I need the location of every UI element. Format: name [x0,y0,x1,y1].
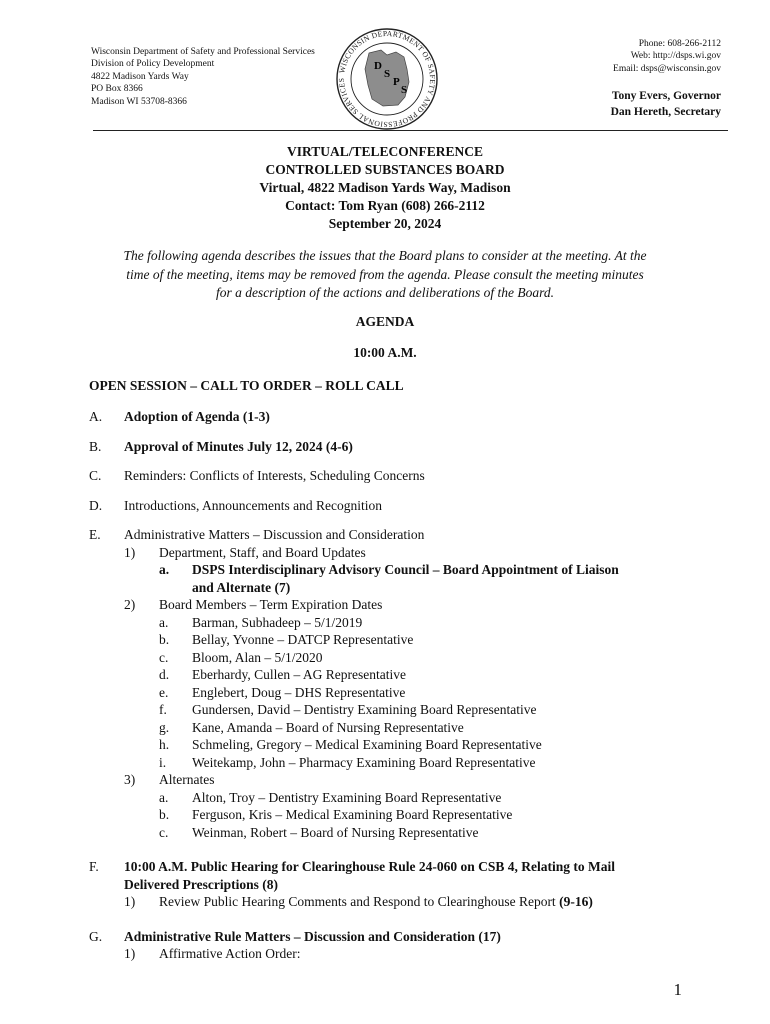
sub-text: Review Public Hearing Comments and Respond to Clearinghouse Report [159,894,560,909]
contact-block [611,38,721,120]
sub-text: and Alternate (7) [192,579,291,595]
alternate-row [124,806,689,824]
board-member-row [124,631,689,649]
dsps-seal-logo [334,27,440,131]
header-divider [93,130,728,131]
item-letter: B. [89,438,102,454]
item-text: Administrative Rule Matters – Discussion and Consideration (17) [124,928,501,944]
board-member: Gundersen, David – Dentistry Examining Board Representative [192,702,537,717]
department-address [91,46,315,108]
seal-letter: P [393,76,400,88]
sub-item [124,596,689,614]
sub-letter: b. [159,632,170,647]
board-member: Weitekamp, John – Pharmacy Examining Board Representative [192,754,536,770]
sub-text: Department, Staff, and Board Updates [159,544,366,560]
sub-item [124,771,689,789]
meeting-time: 10:00 A.M. [353,345,417,360]
sub-letter: e. [159,684,169,700]
board-member-row [124,666,689,684]
sub-number: 1) [124,946,136,961]
agenda-item-c [89,467,689,485]
board-member-row [124,649,689,667]
alternate-member: Weinman, Robert – Board of Nursing Representative [192,824,479,840]
sub-number: 1) [124,544,136,560]
board-member: Englebert, Doug – DHS Representative [192,684,406,700]
sub-item [124,544,689,562]
org-line: Wisconsin Department of Safety and Professional Services [91,47,315,57]
sub-text: Affirmative Action Order: [159,946,301,961]
agenda-list [89,377,689,963]
board-member: Kane, Amanda – Board of Nursing Representative [192,719,464,735]
agenda-item-b [89,438,689,456]
sub-letter: a. [159,614,169,630]
sub-letter: g. [159,719,170,735]
seal-letter: S [401,84,408,96]
item-letter: E. [89,527,101,542]
item-text: 10:00 A.M. Public Hearing for Clearinghouse Rule 24-060 on CSB 4, Relating to Mail [124,859,615,874]
open-session-heading: OPEN SESSION – CALL TO ORDER – ROLL CALL [89,378,404,393]
agenda-item-d [89,497,689,515]
agenda-heading: AGENDA [355,314,415,329]
alternate-member: Ferguson, Kris – Medical Examining Board Representative [192,807,513,822]
sub-text: Alternates [159,772,215,787]
sub-letter: f. [159,702,167,717]
item-text: Administrative Matters – Discussion and Consideration [124,527,425,542]
sub-letter: c. [159,824,169,840]
meeting-contact: Contact: Tom Ryan (608) 266-2112 [285,198,485,213]
board-member: Schmeling, Gregory – Medical Examining Board Representative [192,737,542,752]
sub-letter: h. [159,737,170,752]
seal-letter: S [384,68,391,80]
page-number: 1 [673,980,682,999]
sub-letter: b. [159,807,170,822]
item-text: Adoption of Agenda (1-3) [124,409,270,424]
org-line: PO Box 8366 [91,84,143,95]
board-member-row [124,614,689,632]
item-letter: G. [89,928,103,944]
sub-item [124,893,689,911]
board-member-row [124,684,689,702]
intro-line: for a description of the actions and deliberations of the Board. [215,285,555,300]
meeting-date: September 20, 2024 [328,216,442,231]
sub-number: 2) [124,597,136,612]
board-member: Bloom, Alan – 5/1/2020 [192,649,323,665]
sub-letter: a. [159,789,169,805]
org-line: 4822 Madison Yards Way [91,71,189,82]
sub-letter: c. [159,649,169,665]
item-text: Approval of Minutes July 12, 2024 (4-6) [124,438,353,454]
sub-text: Board Members – Term Expiration Dates [159,597,383,612]
item-letter: C. [89,468,102,483]
item-text: Delivered Prescriptions (8) [124,876,278,892]
email-link[interactable]: Email: dsps@wisconsin.gov [613,63,721,74]
board-member-row [124,736,689,754]
org-line: Madison WI 53708-8366 [91,96,187,107]
sub-number: 3) [124,772,136,787]
meeting-title-block [0,143,770,233]
intro-line: The following agenda describes the issues that the Board plans to consider at the meeting. At the [123,248,647,263]
governor-name: Tony Evers, Governor [611,90,721,103]
sub-text: DSPS Interdisciplinary Advisory Council – Board Appointment of Liaison [192,562,619,577]
sub-sub-item [124,561,689,596]
agenda-item-f [89,858,689,911]
item-letter: A. [89,409,103,424]
sub-number: 1) [124,894,136,909]
sub-item [124,945,689,963]
board-member-row [124,701,689,719]
item-letter: F. [89,859,99,874]
alternate-row [124,824,689,842]
seal-letter: D [374,60,382,72]
meeting-location: Virtual, 4822 Madison Yards Way, Madison [259,180,511,195]
item-text: Introductions, Announcements and Recognition [124,497,382,513]
board-name: CONTROLLED SUBSTANCES BOARD [265,162,505,177]
meeting-type: VIRTUAL/TELECONFERENCE [286,144,484,159]
board-member-row [124,719,689,737]
sub-letter: a. [159,562,170,577]
agenda-item-g [89,928,689,963]
alternate-member: Alton, Troy – Dentistry Examining Board Representative [192,789,502,805]
sub-letter: d. [159,667,170,682]
agenda-item-e [89,526,689,841]
intro-line: time of the meeting, items may be removed from the agenda. Please consult the meeting minutes [126,266,644,282]
web-link[interactable]: Web: http://dsps.wi.gov [630,51,721,62]
agenda-intro [89,247,681,303]
org-line: Division of Policy Development [91,59,215,70]
officials [611,88,721,120]
board-member: Bellay, Yvonne – DATCP Representative [192,632,414,647]
sub-letter: i. [159,754,167,770]
alternate-row [124,789,689,807]
board-member: Eberhardy, Cullen – AG Representative [192,667,406,682]
phone-line: Phone: 608-266-2112 [638,39,721,49]
item-text: Reminders: Conflicts of Interests, Scheduling Concerns [124,468,425,483]
board-member: Barman, Subhadeep – 5/1/2019 [192,614,363,630]
page-reference: (9-16) [559,894,593,909]
secretary-name: Dan Hereth, Secretary [610,106,721,119]
item-letter: D. [89,497,103,513]
board-member-row [124,754,689,772]
agenda-item-a [89,408,689,426]
seal-ring-text: WISCONSIN DEPARTMENT OF SAFETY AND PROFESSIONAL SERVICES [336,28,438,130]
